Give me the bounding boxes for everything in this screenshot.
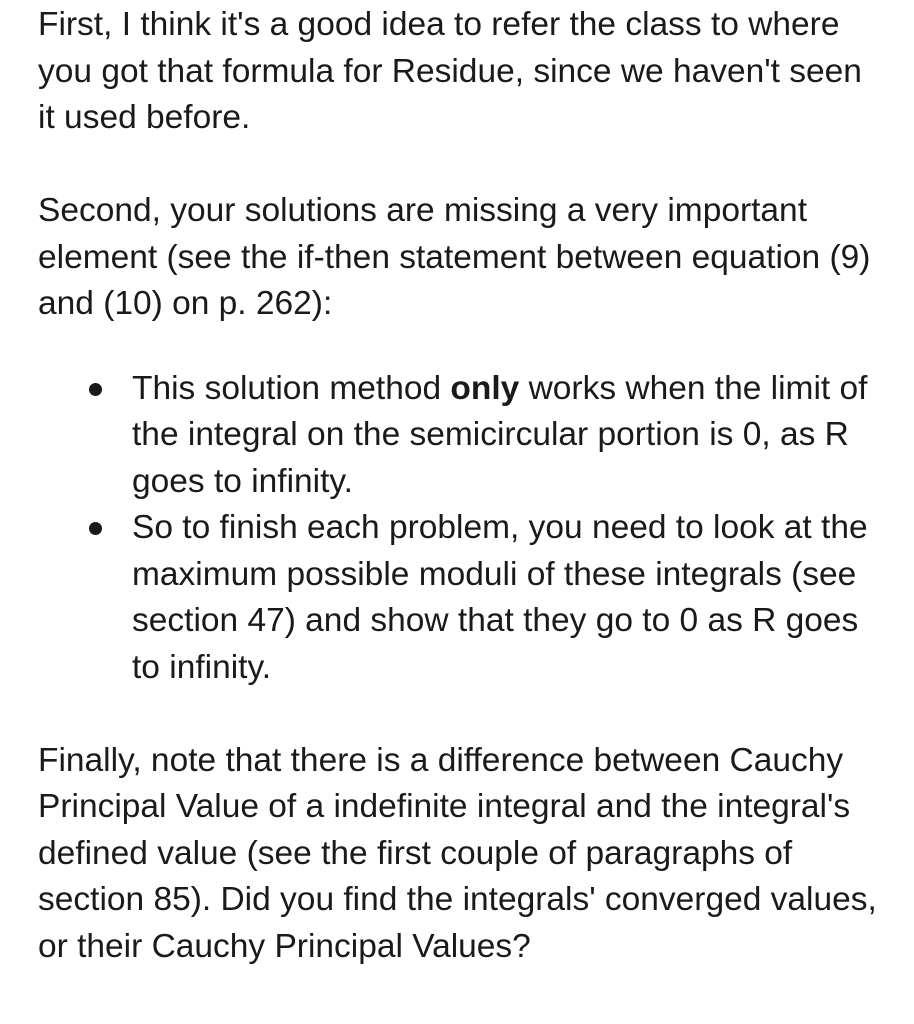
bullet-icon <box>89 383 102 396</box>
bullet-text: So to finish each problem, you need to look at the maximum possible moduli of these integrals (see section 47) and show that they go to 0 as R goes to infinity. <box>132 509 868 686</box>
paragraph-missing-element: Second, your solutions are missing a very important element (see the if-then statement between equation (9) and (10) on p. 262): <box>38 192 871 322</box>
paragraph-residue-formula: First, I think it's a good idea to refer the class to where you got that formula for Residue, since we haven't seen it used before. <box>38 6 862 136</box>
bullet-icon <box>89 522 102 535</box>
bullet-item-finish-problem <box>132 505 884 691</box>
emphasis-only: only <box>450 369 520 407</box>
paragraph-cauchy-principal-value: Finally, note that there is a difference between Cauchy Principal Value of a indefinite integral and the integral's defined value (see the first couple of paragraphs of section 85). Did you find the integrals' converged values, or their Cauchy Principal Values? <box>38 741 877 965</box>
bullet-list <box>38 366 884 692</box>
bullet-text-after: works when the limit of the integral on the semicircular portion is 0, as R goes to infinity. <box>132 369 868 500</box>
bullet-text-before: This solution method <box>132 369 451 407</box>
bullet-item-only-works <box>132 366 884 506</box>
